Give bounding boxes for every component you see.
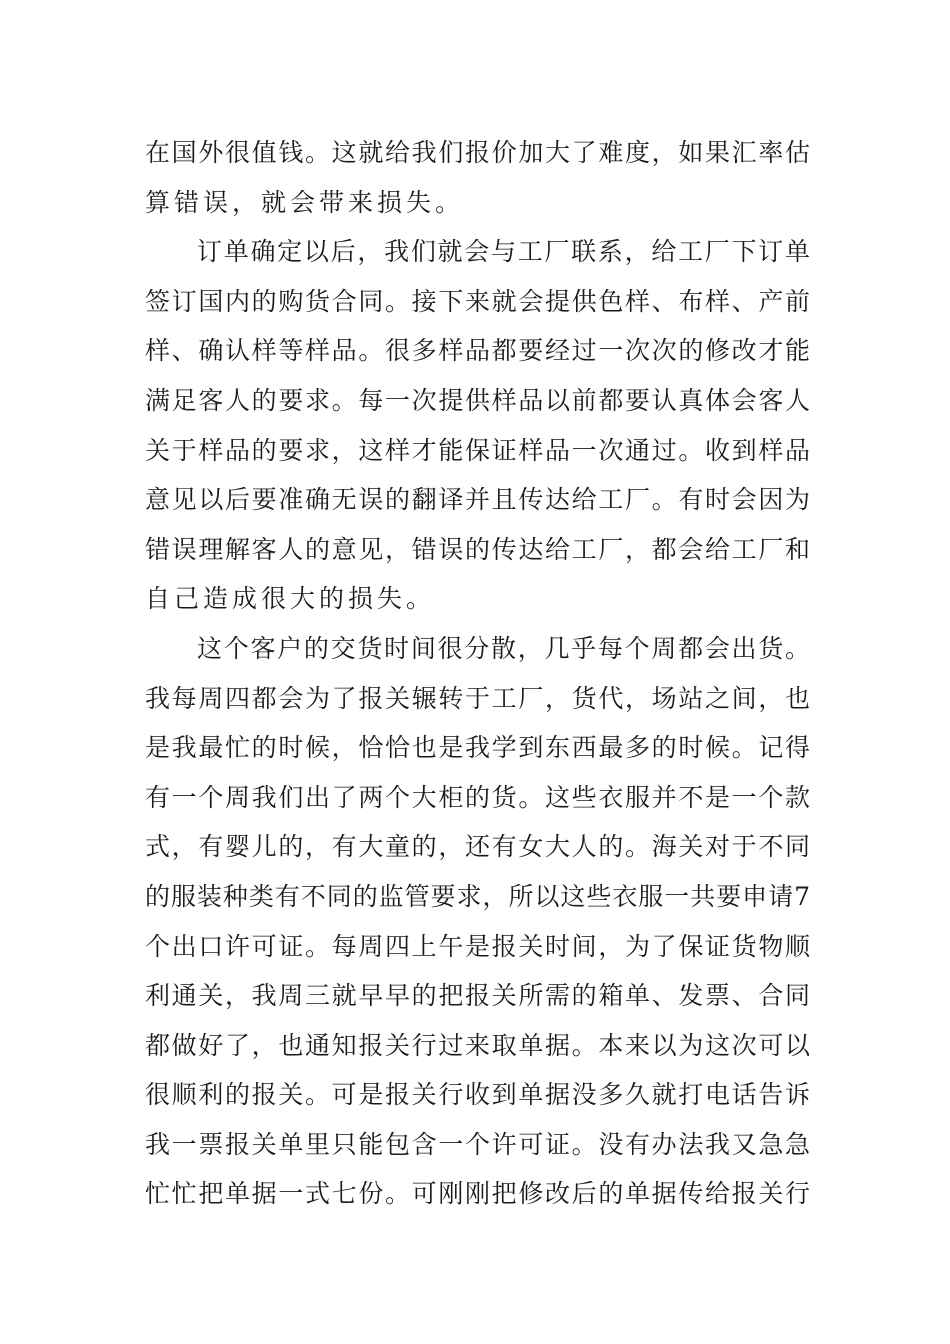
paragraph-start-line: 订单确定以后，我们就会与工厂联系，给工厂下订单 [197, 237, 810, 267]
text-line: 在国外很值钱。这就给我们报价加大了难度，如果汇率估 [145, 138, 810, 167]
text-line: 错误理解客人的意见，错误的传达给工厂，都会给工厂和 [145, 534, 810, 564]
text-line: 自己造成很大的损失。 [145, 584, 436, 614]
text-line: 算错误，就会带来损失。 [145, 187, 465, 217]
text-line: 是我最忙的时候，恰恰也是我学到东西最多的时候。记得 [145, 733, 810, 763]
text-line: 利通关，我周三就早早的把报关所需的箱单、发票、合同 [145, 981, 810, 1011]
text-line: 忙忙把单据一式七份。可刚刚把修改后的单据传给报关行 [145, 1179, 810, 1209]
text-line: 意见以后要准确无误的翻译并且传达给工厂。有时会因为 [145, 485, 810, 515]
text-line: 关于样品的要求，这样才能保证样品一次通过。收到样品 [145, 435, 810, 465]
text-line: 我每周四都会为了报关辗转于工厂，货代，场站之间，也 [145, 683, 810, 713]
text-line: 式，有婴儿的，有大童的，还有女大人的。海关对于不同 [145, 832, 810, 862]
text-line: 有一个周我们出了两个大柜的货。这些衣服并不是一个款 [145, 782, 810, 812]
text-line: 都做好了，也通知报关行过来取单据。本来以为这次可以 [145, 1030, 810, 1060]
text-line: 样、确认样等样品。很多样品都要经过一次次的修改才能 [145, 336, 810, 366]
text-line: 我一票报关单里只能包含一个许可证。没有办法我又急急 [145, 1129, 810, 1159]
text-line: 的服装种类有不同的监管要求，所以这些衣服一共要申请7 [145, 881, 810, 911]
text-line: 签订国内的购货合同。接下来就会提供色样、布样、产前 [145, 286, 810, 316]
text-line: 个出口许可证。每周四上午是报关时间，为了保证货物顺 [145, 931, 810, 961]
body-text [145, 128, 810, 1219]
text-line: 很顺利的报关。可是报关行收到单据没多久就打电话告诉 [145, 1080, 810, 1110]
paragraph-start-line: 这个客户的交货时间很分散，几乎每个周都会出货。 [197, 633, 810, 663]
text-line: 满足客人的要求。每一次提供样品以前都要认真体会客人 [145, 385, 810, 415]
